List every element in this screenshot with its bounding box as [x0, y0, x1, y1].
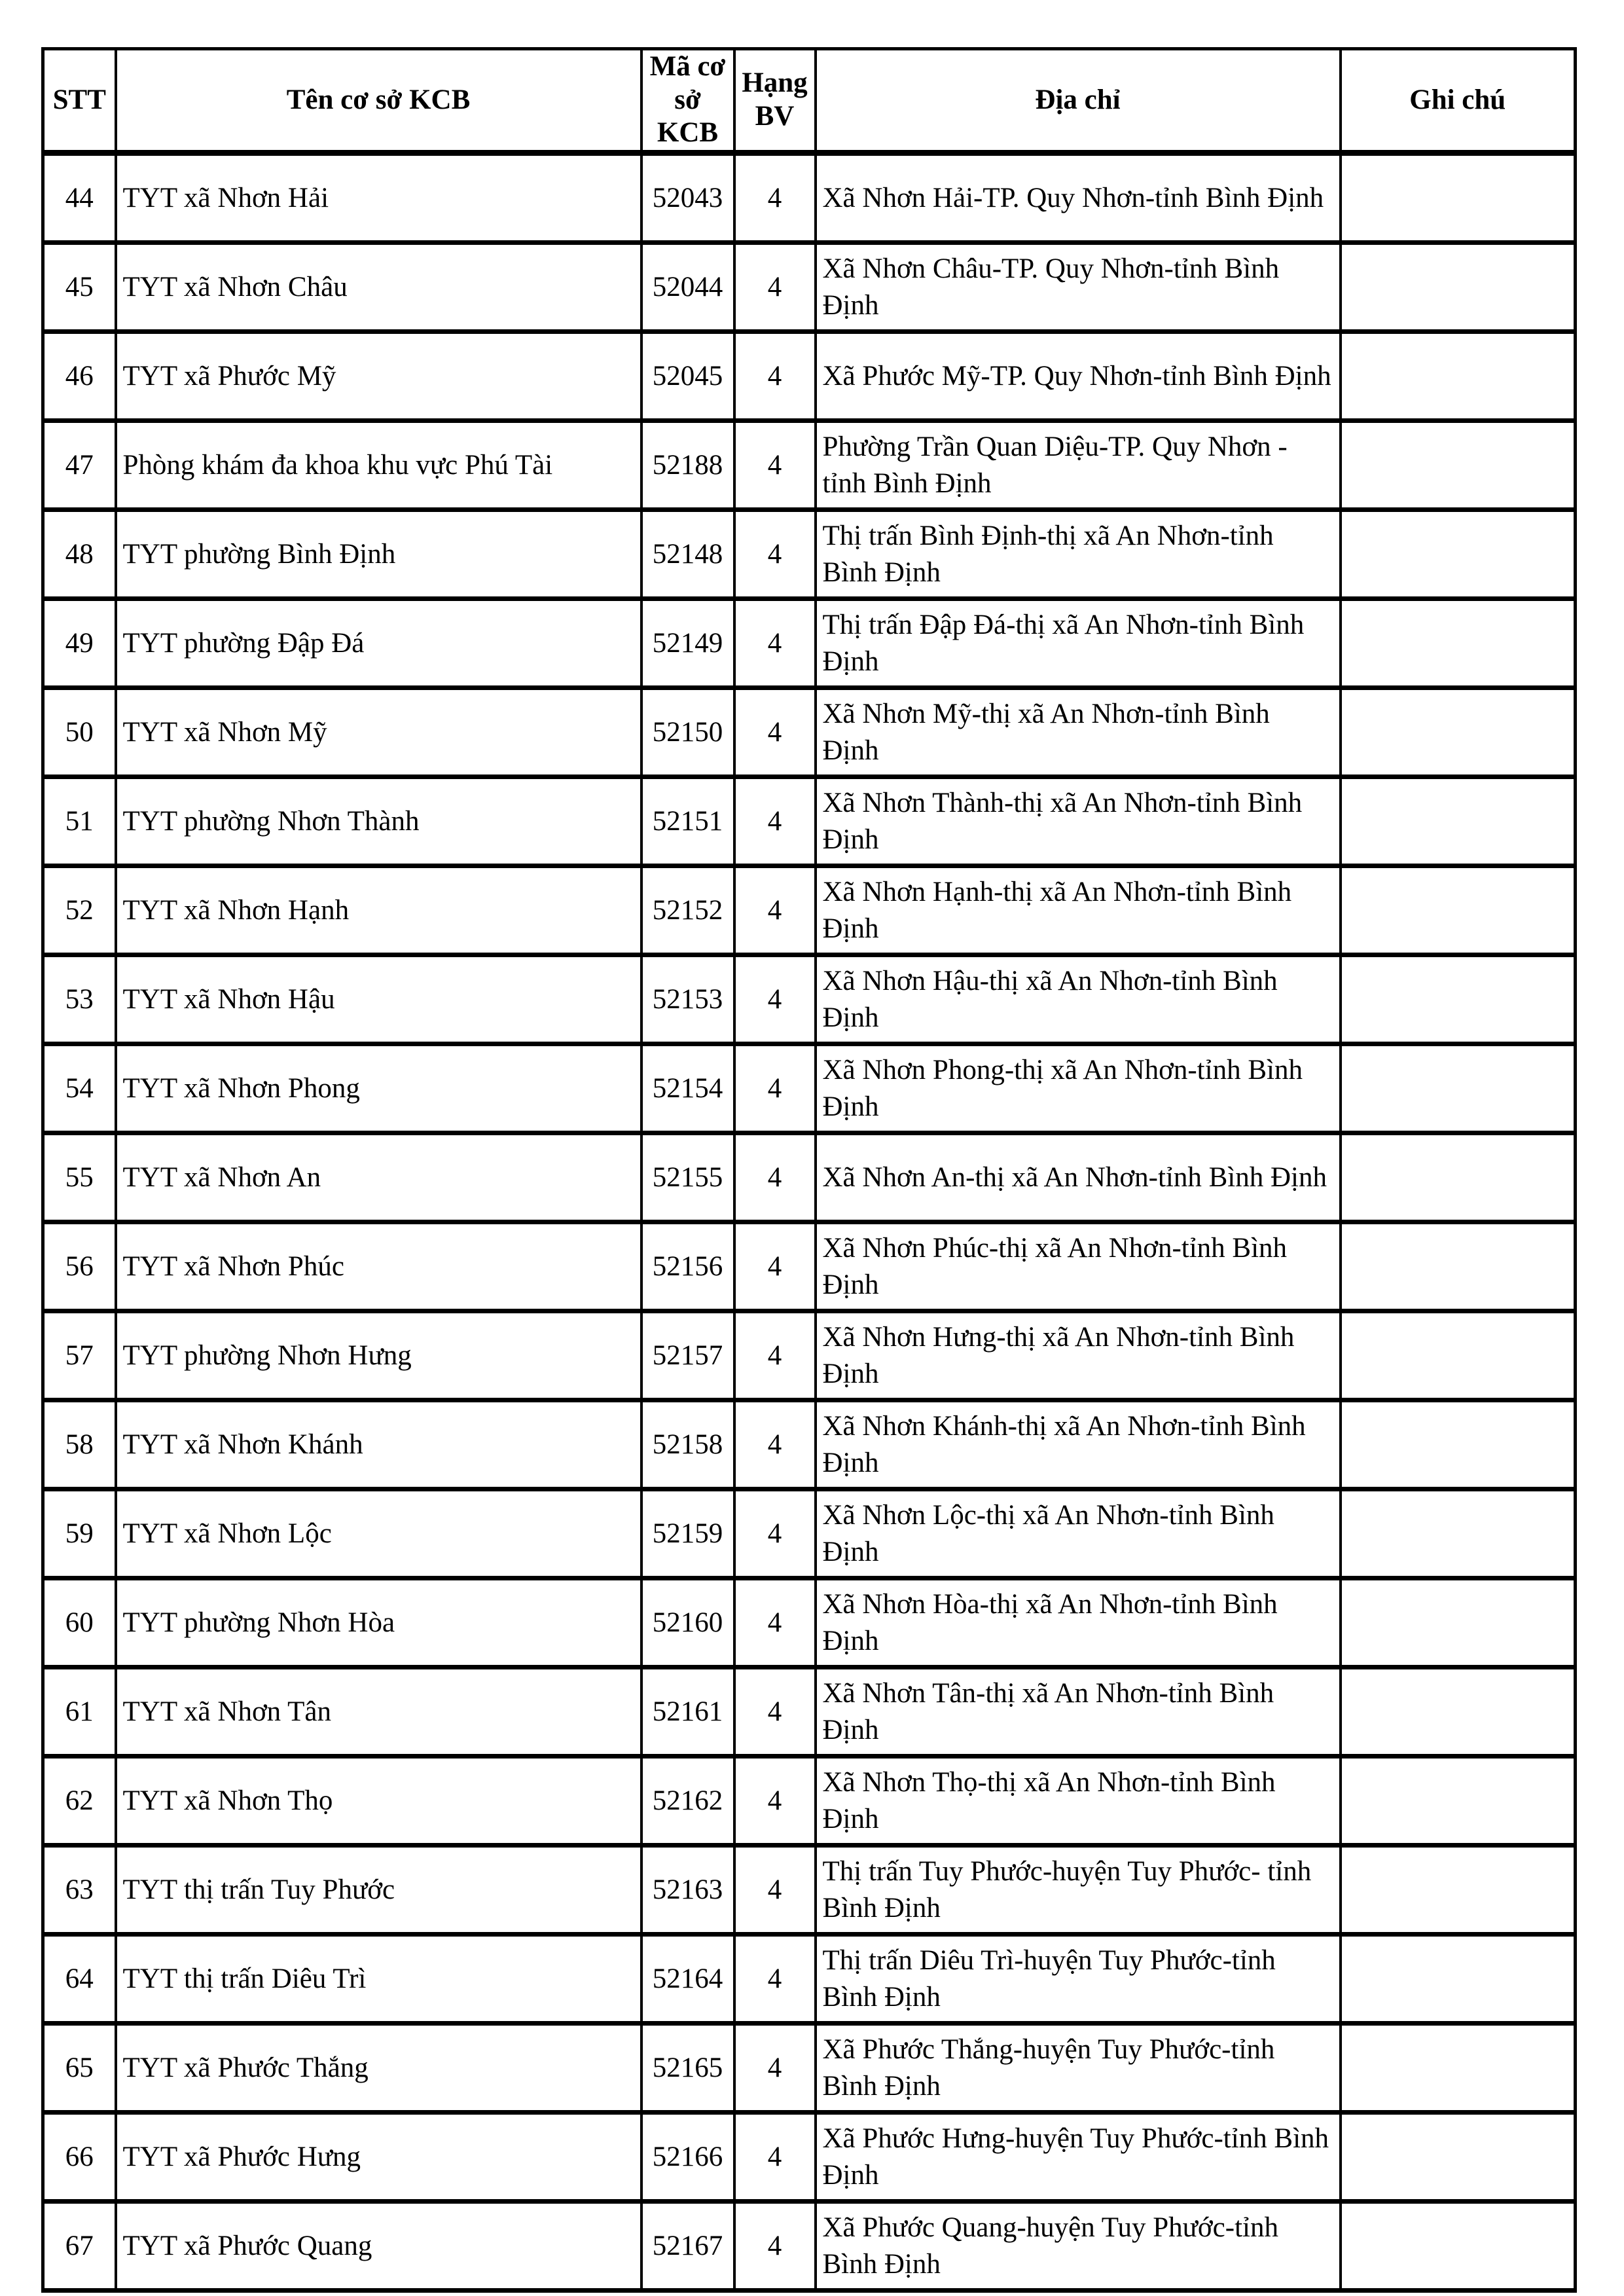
cell-address: Thị trấn Bình Định-thị xã An Nhơn-tỉnh Bình Định: [816, 510, 1341, 599]
cell-code: 52164: [641, 1935, 734, 2024]
cell-name: TYT xã Nhơn Tân: [116, 1667, 641, 1757]
table-body: [43, 153, 1576, 2291]
cell-rank: 4: [734, 1044, 816, 1133]
table-row: [43, 153, 1576, 243]
cell-stt: 45: [43, 243, 116, 332]
cell-stt: 51: [43, 777, 116, 866]
cell-stt: 59: [43, 1489, 116, 1578]
cell-address: Xã Nhơn Khánh-thị xã An Nhơn-tỉnh Bình Định: [816, 1400, 1341, 1489]
cell-code: 52166: [641, 2113, 734, 2202]
table-row: [43, 777, 1576, 866]
cell-rank: 4: [734, 777, 816, 866]
cell-note: [1341, 1935, 1576, 2024]
cell-rank: 4: [734, 1935, 816, 2024]
cell-stt: 49: [43, 599, 116, 688]
cell-stt: 52: [43, 866, 116, 955]
cell-stt: 64: [43, 1935, 116, 2024]
cell-stt: 46: [43, 332, 116, 421]
cell-code: 52167: [641, 2202, 734, 2291]
cell-name: TYT phường Nhơn Thành: [116, 777, 641, 866]
cell-note: [1341, 1222, 1576, 1311]
cell-rank: 4: [734, 421, 816, 510]
header-row: [43, 49, 1576, 153]
cell-code: 52162: [641, 1757, 734, 1846]
cell-code: 52044: [641, 243, 734, 332]
cell-address: Thị trấn Diêu Trì-huyện Tuy Phước-tỉnh Bình Định: [816, 1935, 1341, 2024]
table-row: [43, 332, 1576, 421]
cell-code: 52163: [641, 1846, 734, 1935]
cell-name: TYT xã Nhơn Lộc: [116, 1489, 641, 1578]
table-header: [43, 49, 1576, 153]
cell-address: Xã Phước Mỹ-TP. Quy Nhơn-tỉnh Bình Định: [816, 332, 1341, 421]
cell-note: [1341, 777, 1576, 866]
table-row: [43, 1311, 1576, 1400]
cell-note: [1341, 2024, 1576, 2113]
cell-code: 52158: [641, 1400, 734, 1489]
cell-note: [1341, 866, 1576, 955]
cell-code: 52157: [641, 1311, 734, 1400]
cell-note: [1341, 332, 1576, 421]
cell-code: 52165: [641, 2024, 734, 2113]
cell-address: Xã Nhơn Hòa-thị xã An Nhơn-tỉnh Bình Định: [816, 1578, 1341, 1667]
table-row: [43, 1935, 1576, 2024]
cell-stt: 57: [43, 1311, 116, 1400]
table-row: [43, 599, 1576, 688]
cell-note: [1341, 1846, 1576, 1935]
cell-address: Xã Nhơn Hậu-thị xã An Nhơn-tỉnh Bình Định: [816, 955, 1341, 1044]
cell-address: Xã Nhơn Thành-thị xã An Nhơn-tỉnh Bình Định: [816, 777, 1341, 866]
cell-code: 52045: [641, 332, 734, 421]
cell-stt: 66: [43, 2113, 116, 2202]
table-row: [43, 2024, 1576, 2113]
cell-note: [1341, 510, 1576, 599]
cell-note: [1341, 243, 1576, 332]
cell-address: Thị trấn Tuy Phước-huyện Tuy Phước- tỉnh Bình Định: [816, 1846, 1341, 1935]
cell-note: [1341, 1667, 1576, 1757]
cell-name: TYT thị trấn Tuy Phước: [116, 1846, 641, 1935]
cell-rank: 4: [734, 1578, 816, 1667]
header-cell-name: Tên cơ sở KCB: [116, 49, 641, 153]
cell-name: TYT xã Nhơn Hạnh: [116, 866, 641, 955]
cell-stt: 55: [43, 1133, 116, 1222]
cell-address: Xã Nhơn Tân-thị xã An Nhơn-tỉnh Bình Định: [816, 1667, 1341, 1757]
table-row: [43, 2113, 1576, 2202]
cell-address: Xã Nhơn Phong-thị xã An Nhơn-tỉnh Bình Định: [816, 1044, 1341, 1133]
cell-note: [1341, 955, 1576, 1044]
cell-address: Xã Phước Hưng-huyện Tuy Phước-tỉnh Bình Định: [816, 2113, 1341, 2202]
cell-address: Thị trấn Đập Đá-thị xã An Nhơn-tỉnh Bình Định: [816, 599, 1341, 688]
cell-address: Xã Nhơn Lộc-thị xã An Nhơn-tỉnh Bình Định: [816, 1489, 1341, 1578]
cell-name: TYT phường Đập Đá: [116, 599, 641, 688]
table-row: [43, 421, 1576, 510]
table-row: [43, 1578, 1576, 1667]
cell-code: 52151: [641, 777, 734, 866]
cell-code: 52148: [641, 510, 734, 599]
table-row: [43, 2202, 1576, 2291]
cell-name: TYT xã Nhơn Thọ: [116, 1757, 641, 1846]
cell-name: TYT xã Phước Quang: [116, 2202, 641, 2291]
cell-rank: 4: [734, 866, 816, 955]
cell-code: 52154: [641, 1044, 734, 1133]
cell-name: TYT thị trấn Diêu Trì: [116, 1935, 641, 2024]
cell-rank: 4: [734, 2202, 816, 2291]
cell-name: TYT xã Nhơn Hậu: [116, 955, 641, 1044]
table-row: [43, 688, 1576, 777]
cell-note: [1341, 1311, 1576, 1400]
cell-rank: 4: [734, 1846, 816, 1935]
cell-stt: 60: [43, 1578, 116, 1667]
cell-stt: 61: [43, 1667, 116, 1757]
cell-stt: 44: [43, 153, 116, 243]
cell-rank: 4: [734, 2113, 816, 2202]
cell-note: [1341, 1400, 1576, 1489]
cell-name: TYT xã Nhơn Mỹ: [116, 688, 641, 777]
cell-rank: 4: [734, 1757, 816, 1846]
cell-code: 52159: [641, 1489, 734, 1578]
cell-stt: 58: [43, 1400, 116, 1489]
cell-name: TYT xã Nhơn Châu: [116, 243, 641, 332]
table-row: [43, 1133, 1576, 1222]
cell-code: 52149: [641, 599, 734, 688]
cell-address: Xã Nhơn Mỹ-thị xã An Nhơn-tỉnh Bình Định: [816, 688, 1341, 777]
cell-stt: 53: [43, 955, 116, 1044]
cell-name: TYT phường Bình Định: [116, 510, 641, 599]
cell-name: TYT phường Nhơn Hưng: [116, 1311, 641, 1400]
cell-note: [1341, 153, 1576, 243]
cell-note: [1341, 1578, 1576, 1667]
cell-code: 52043: [641, 153, 734, 243]
cell-name: TYT xã Nhơn An: [116, 1133, 641, 1222]
cell-rank: 4: [734, 599, 816, 688]
cell-code: 52150: [641, 688, 734, 777]
cell-rank: 4: [734, 1222, 816, 1311]
cell-note: [1341, 1757, 1576, 1846]
cell-stt: 50: [43, 688, 116, 777]
cell-address: Xã Nhơn Châu-TP. Quy Nhơn-tỉnh Bình Định: [816, 243, 1341, 332]
cell-rank: 4: [734, 1400, 816, 1489]
cell-address: Xã Nhơn Thọ-thị xã An Nhơn-tỉnh Bình Định: [816, 1757, 1341, 1846]
header-cell-note: Ghi chú: [1341, 49, 1576, 153]
cell-stt: 48: [43, 510, 116, 599]
cell-name: TYT xã Nhơn Phong: [116, 1044, 641, 1133]
cell-note: [1341, 2113, 1576, 2202]
cell-rank: 4: [734, 2024, 816, 2113]
cell-code: 52155: [641, 1133, 734, 1222]
cell-rank: 4: [734, 1667, 816, 1757]
cell-address: Xã Nhơn Hạnh-thị xã An Nhơn-tỉnh Bình Định: [816, 866, 1341, 955]
cell-rank: 4: [734, 332, 816, 421]
cell-name: TYT xã Phước Thắng: [116, 2024, 641, 2113]
cell-rank: 4: [734, 1489, 816, 1578]
cell-address: Xã Phước Thắng-huyện Tuy Phước-tỉnh Bình Định: [816, 2024, 1341, 2113]
table-row: [43, 1757, 1576, 1846]
cell-code: 52160: [641, 1578, 734, 1667]
cell-address: Xã Phước Quang-huyện Tuy Phước-tỉnh Bình Định: [816, 2202, 1341, 2291]
table-row: [43, 1222, 1576, 1311]
cell-code: 52153: [641, 955, 734, 1044]
cell-name: Phòng khám đa khoa khu vực Phú Tài: [116, 421, 641, 510]
cell-code: 52152: [641, 866, 734, 955]
cell-name: TYT phường Nhơn Hòa: [116, 1578, 641, 1667]
cell-stt: 63: [43, 1846, 116, 1935]
table-row: [43, 510, 1576, 599]
cell-rank: 4: [734, 1311, 816, 1400]
cell-address: Xã Nhơn Phúc-thị xã An Nhơn-tỉnh Bình Định: [816, 1222, 1341, 1311]
cell-address: Xã Nhơn An-thị xã An Nhơn-tỉnh Bình Định: [816, 1133, 1341, 1222]
cell-rank: 4: [734, 510, 816, 599]
table-row: [43, 866, 1576, 955]
cell-stt: 54: [43, 1044, 116, 1133]
cell-code: 52156: [641, 1222, 734, 1311]
table-row: [43, 1400, 1576, 1489]
cell-code: 52161: [641, 1667, 734, 1757]
cell-note: [1341, 1489, 1576, 1578]
table-row: [43, 1667, 1576, 1757]
cell-rank: 4: [734, 688, 816, 777]
table-row: [43, 243, 1576, 332]
cell-name: TYT xã Nhơn Hải: [116, 153, 641, 243]
cell-note: [1341, 1133, 1576, 1222]
cell-note: [1341, 1044, 1576, 1133]
header-cell-code: Mã cơ sở KCB: [641, 49, 734, 153]
header-cell-address: Địa chỉ: [816, 49, 1341, 153]
cell-rank: 4: [734, 1133, 816, 1222]
cell-note: [1341, 421, 1576, 510]
header-cell-rank: Hạng BV: [734, 49, 816, 153]
cell-name: TYT xã Phước Mỹ: [116, 332, 641, 421]
table-row: [43, 1044, 1576, 1133]
cell-address: Xã Nhơn Hưng-thị xã An Nhơn-tỉnh Bình Định: [816, 1311, 1341, 1400]
cell-rank: 4: [734, 243, 816, 332]
header-cell-stt: STT: [43, 49, 116, 153]
cell-stt: 62: [43, 1757, 116, 1846]
cell-code: 52188: [641, 421, 734, 510]
kcb-facility-table: [41, 47, 1577, 2293]
cell-rank: 4: [734, 153, 816, 243]
cell-address: Phường Trần Quan Diệu-TP. Quy Nhơn - tỉnh Bình Định: [816, 421, 1341, 510]
cell-note: [1341, 599, 1576, 688]
cell-stt: 56: [43, 1222, 116, 1311]
table-row: [43, 955, 1576, 1044]
cell-address: Xã Nhơn Hải-TP. Quy Nhơn-tỉnh Bình Định: [816, 153, 1341, 243]
cell-name: TYT xã Phước Hưng: [116, 2113, 641, 2202]
cell-name: TYT xã Nhơn Phúc: [116, 1222, 641, 1311]
cell-stt: 65: [43, 2024, 116, 2113]
cell-name: TYT xã Nhơn Khánh: [116, 1400, 641, 1489]
table-row: [43, 1489, 1576, 1578]
cell-note: [1341, 688, 1576, 777]
cell-note: [1341, 2202, 1576, 2291]
cell-rank: 4: [734, 955, 816, 1044]
cell-stt: 67: [43, 2202, 116, 2291]
table-row: [43, 1846, 1576, 1935]
cell-stt: 47: [43, 421, 116, 510]
